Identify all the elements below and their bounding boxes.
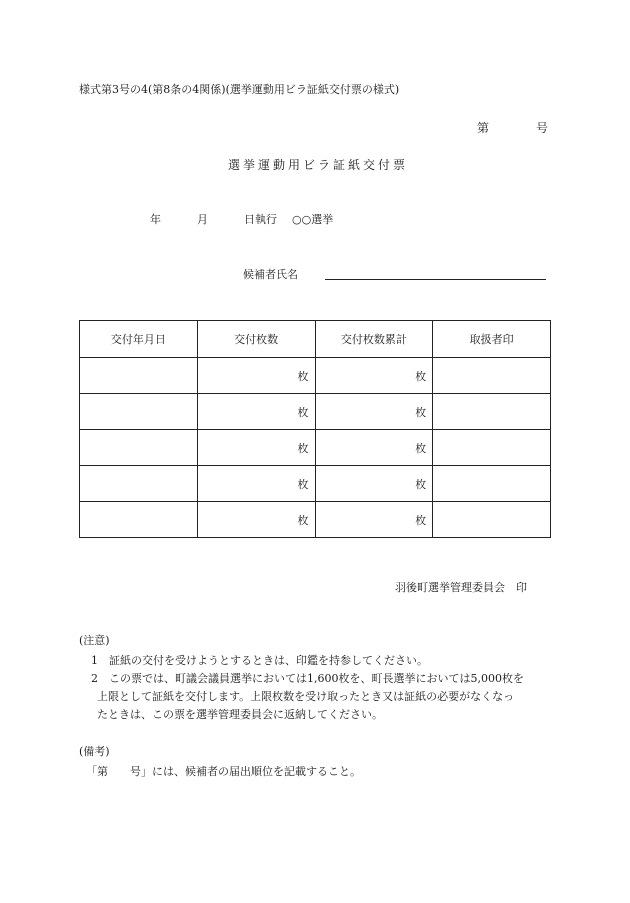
cumulative-count-cell[interactable]: 枚 <box>315 394 433 430</box>
form-reference: 様式第3号の4(第8条の4関係)(選挙運動用ビラ証紙交付票の様式) <box>79 83 400 96</box>
number-prefix: 第 <box>477 121 490 135</box>
handler-seal-cell[interactable] <box>433 502 551 538</box>
candidate-name-label: 候補者氏名 <box>243 268 298 281</box>
table-header-row <box>80 321 551 358</box>
cumulative-count-cell[interactable]: 枚 <box>315 502 433 538</box>
number-suffix: 号 <box>536 121 549 135</box>
issue-date-cell[interactable] <box>80 430 198 466</box>
note-item-2-line-1: 2 この票では、町議会議員選挙においては1,600枚を、町長選挙においては5,000枚を <box>91 672 524 685</box>
note-item-2-line-2: 上限として証紙を交付します。上限枚数を受け取ったとき又は証紙の必要がなくなっ <box>97 690 515 703</box>
remarks-text: 「第 号」には、候補者の届出順位を記載すること。 <box>86 765 361 778</box>
issue-date-cell[interactable] <box>80 466 198 502</box>
header-handler-seal: 取扱者印 <box>433 321 551 358</box>
cumulative-count-cell[interactable]: 枚 <box>315 466 433 502</box>
month-label: 月 <box>197 213 208 226</box>
issue-date-cell[interactable] <box>80 502 198 538</box>
issue-count-cell[interactable]: 枚 <box>197 466 315 502</box>
note-item-1: 1 証紙の交付を受けようとするときは、印鑑を持参してください。 <box>91 654 428 667</box>
issuance-table <box>79 320 551 538</box>
table-row <box>80 358 551 394</box>
notes-heading: (注意) <box>79 634 110 647</box>
issuer-name: 羽後町選挙管理委員会 印 <box>395 581 527 594</box>
election-name: ○○選挙 <box>292 213 334 226</box>
table-row <box>80 394 551 430</box>
issue-count-cell[interactable]: 枚 <box>197 430 315 466</box>
issue-count-cell[interactable]: 枚 <box>197 358 315 394</box>
remarks-heading: (備考) <box>79 745 110 758</box>
table-row <box>80 430 551 466</box>
issue-date-cell[interactable] <box>80 358 198 394</box>
handler-seal-cell[interactable] <box>433 394 551 430</box>
handler-seal-cell[interactable] <box>433 358 551 394</box>
day-held-label: 日執行 <box>244 213 277 226</box>
year-label: 年 <box>150 213 161 226</box>
cumulative-count-cell[interactable]: 枚 <box>315 430 433 466</box>
document-title: 選挙運動用ビラ証紙交付票 <box>228 158 409 172</box>
header-issue-count: 交付枚数 <box>197 321 315 358</box>
handler-seal-cell[interactable] <box>433 430 551 466</box>
issue-count-cell[interactable]: 枚 <box>197 394 315 430</box>
table-row <box>80 466 551 502</box>
handler-seal-cell[interactable] <box>433 466 551 502</box>
header-issue-date: 交付年月日 <box>80 321 198 358</box>
header-cumulative-count: 交付枚数累計 <box>315 321 433 358</box>
candidate-name-field[interactable] <box>325 279 546 280</box>
issue-date-cell[interactable] <box>80 394 198 430</box>
note-item-2-line-3: たときは、この票を選挙管理委員会に返納してください。 <box>97 708 383 721</box>
issue-count-cell[interactable]: 枚 <box>197 502 315 538</box>
cumulative-count-cell[interactable]: 枚 <box>315 358 433 394</box>
table-row <box>80 502 551 538</box>
